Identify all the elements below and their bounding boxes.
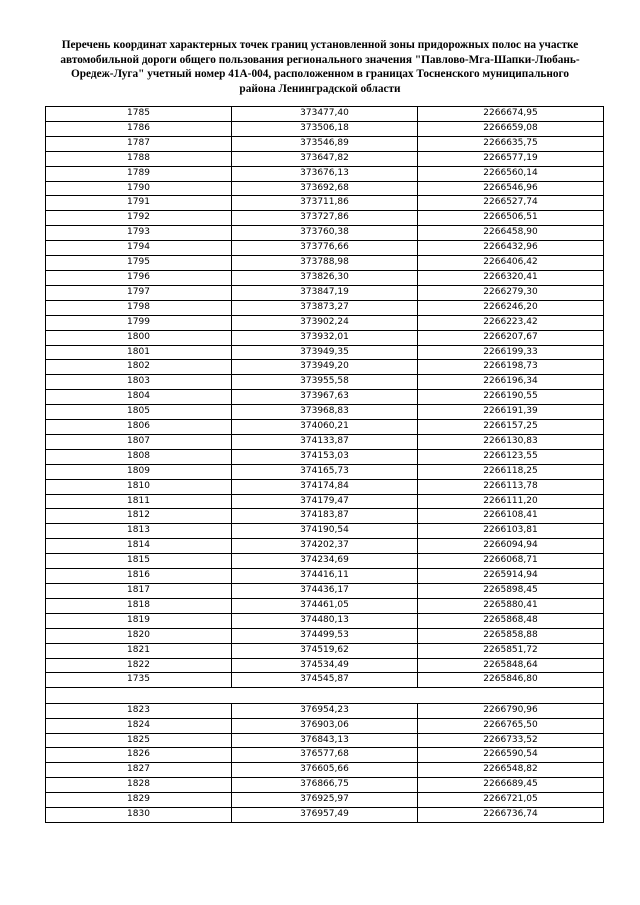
table-row: [46, 613, 604, 628]
x-coordinate-cell: 376903,06: [232, 718, 418, 733]
y-coordinate-cell: 2266320,41: [418, 270, 604, 285]
y-coordinate-cell: 2265880,41: [418, 598, 604, 613]
x-coordinate-cell: 373847,19: [232, 285, 418, 300]
y-coordinate-cell: 2265858,88: [418, 628, 604, 643]
table-row: [46, 420, 604, 435]
y-coordinate-cell: 2266130,83: [418, 434, 604, 449]
x-coordinate-cell: 376866,75: [232, 778, 418, 793]
x-coordinate-cell: 374202,37: [232, 539, 418, 554]
x-coordinate-cell: 373711,86: [232, 196, 418, 211]
x-coordinate-cell: 373776,66: [232, 241, 418, 256]
point-number-cell: 1812: [46, 509, 232, 524]
x-coordinate-cell: 374153,03: [232, 449, 418, 464]
point-number-cell: 1811: [46, 494, 232, 509]
point-number-cell: 1797: [46, 285, 232, 300]
y-coordinate-cell: 2266560,14: [418, 166, 604, 181]
y-coordinate-cell: 2266190,55: [418, 390, 604, 405]
coordinates-table: [45, 106, 604, 823]
table-row: [46, 136, 604, 151]
point-number-cell: 1816: [46, 569, 232, 584]
table-row: [46, 673, 604, 688]
table-row: [46, 584, 604, 599]
point-number-cell: 1793: [46, 226, 232, 241]
table-row: [46, 166, 604, 181]
y-coordinate-cell: 2266118,25: [418, 464, 604, 479]
table-row: [46, 241, 604, 256]
y-coordinate-cell: 2266721,05: [418, 793, 604, 808]
x-coordinate-cell: 374480,13: [232, 613, 418, 628]
x-coordinate-cell: 373788,98: [232, 256, 418, 271]
point-number-cell: 1825: [46, 733, 232, 748]
y-coordinate-cell: 2266733,52: [418, 733, 604, 748]
point-number-cell: 1795: [46, 256, 232, 271]
table-row: [46, 256, 604, 271]
x-coordinate-cell: 374174,84: [232, 479, 418, 494]
x-coordinate-cell: 373955,58: [232, 375, 418, 390]
table-row: [46, 494, 604, 509]
y-coordinate-cell: 2266546,96: [418, 181, 604, 196]
x-coordinate-cell: 374060,21: [232, 420, 418, 435]
point-number-cell: 1807: [46, 434, 232, 449]
y-coordinate-cell: 2266790,96: [418, 703, 604, 718]
y-coordinate-cell: 2266198,73: [418, 360, 604, 375]
y-coordinate-cell: 2265851,72: [418, 643, 604, 658]
point-number-cell: 1791: [46, 196, 232, 211]
y-coordinate-cell: 2266432,96: [418, 241, 604, 256]
point-number-cell: 1786: [46, 121, 232, 136]
point-number-cell: 1821: [46, 643, 232, 658]
table-row: [46, 270, 604, 285]
y-coordinate-cell: 2266590,54: [418, 748, 604, 763]
table-row: [46, 151, 604, 166]
x-coordinate-cell: 374534,49: [232, 658, 418, 673]
y-coordinate-cell: 2266068,71: [418, 554, 604, 569]
table-row: [46, 226, 604, 241]
table-row: [46, 658, 604, 673]
x-coordinate-cell: 373546,89: [232, 136, 418, 151]
y-coordinate-cell: 2266094,94: [418, 539, 604, 554]
point-number-cell: 1809: [46, 464, 232, 479]
point-number-cell: 1819: [46, 613, 232, 628]
table-row: [46, 598, 604, 613]
table-row: [46, 196, 604, 211]
y-coordinate-cell: 2266689,45: [418, 778, 604, 793]
table-row: [46, 643, 604, 658]
table-row: [46, 793, 604, 808]
point-number-cell: 1815: [46, 554, 232, 569]
point-number-cell: 1806: [46, 420, 232, 435]
x-coordinate-cell: 374436,17: [232, 584, 418, 599]
y-coordinate-cell: 2266635,75: [418, 136, 604, 151]
point-number-cell: 1814: [46, 539, 232, 554]
document-title: Перечень координат характерных точек границ установленной зоны придорожных полос на участке автомобильной дороги общего пользования регионального значения "Павлово-Мга-Шапки-Любань- Оредеж-Луга" учетный номер 41А-004, расположенном в границах Тосненского муниципального района Ленинградской области: [60, 39, 580, 95]
group-separator-row: [46, 688, 604, 703]
point-number-cell: 1829: [46, 793, 232, 808]
point-number-cell: 1805: [46, 405, 232, 420]
x-coordinate-cell: 373477,40: [232, 107, 418, 122]
x-coordinate-cell: 374190,54: [232, 524, 418, 539]
y-coordinate-cell: 2266199,33: [418, 345, 604, 360]
y-coordinate-cell: 2266223,42: [418, 315, 604, 330]
y-coordinate-cell: 2266246,20: [418, 300, 604, 315]
table-row: [46, 479, 604, 494]
y-coordinate-cell: 2266191,39: [418, 405, 604, 420]
x-coordinate-cell: 373826,30: [232, 270, 418, 285]
table-row: [46, 808, 604, 823]
table-row: [46, 315, 604, 330]
point-number-cell: 1796: [46, 270, 232, 285]
x-coordinate-cell: 374545,87: [232, 673, 418, 688]
y-coordinate-cell: 2265846,80: [418, 673, 604, 688]
point-number-cell: 1792: [46, 211, 232, 226]
x-coordinate-cell: 376954,23: [232, 703, 418, 718]
y-coordinate-cell: 2266548,82: [418, 763, 604, 778]
x-coordinate-cell: 373873,27: [232, 300, 418, 315]
x-coordinate-cell: 374183,87: [232, 509, 418, 524]
y-coordinate-cell: 2266577,19: [418, 151, 604, 166]
x-coordinate-cell: 374165,73: [232, 464, 418, 479]
point-number-cell: 1790: [46, 181, 232, 196]
x-coordinate-cell: 373727,86: [232, 211, 418, 226]
table-row: [46, 464, 604, 479]
y-coordinate-cell: 2266113,78: [418, 479, 604, 494]
table-row: [46, 569, 604, 584]
point-number-cell: 1800: [46, 330, 232, 345]
point-number-cell: 1810: [46, 479, 232, 494]
point-number-cell: 1798: [46, 300, 232, 315]
point-number-cell: 1788: [46, 151, 232, 166]
x-coordinate-cell: 374499,53: [232, 628, 418, 643]
point-number-cell: 1823: [46, 703, 232, 718]
table-row: [46, 748, 604, 763]
point-number-cell: 1813: [46, 524, 232, 539]
y-coordinate-cell: 2266123,55: [418, 449, 604, 464]
point-number-cell: 1820: [46, 628, 232, 643]
y-coordinate-cell: 2266279,30: [418, 285, 604, 300]
point-number-cell: 1828: [46, 778, 232, 793]
empty-cell: [418, 688, 604, 703]
point-number-cell: 1789: [46, 166, 232, 181]
table-row: [46, 449, 604, 464]
y-coordinate-cell: 2265898,45: [418, 584, 604, 599]
y-coordinate-cell: 2266196,34: [418, 375, 604, 390]
y-coordinate-cell: 2266736,74: [418, 808, 604, 823]
x-coordinate-cell: 373692,68: [232, 181, 418, 196]
y-coordinate-cell: 2266458,90: [418, 226, 604, 241]
table-row: [46, 375, 604, 390]
y-coordinate-cell: 2266765,50: [418, 718, 604, 733]
x-coordinate-cell: 376925,97: [232, 793, 418, 808]
table-row: [46, 628, 604, 643]
y-coordinate-cell: 2266207,67: [418, 330, 604, 345]
point-number-cell: 1808: [46, 449, 232, 464]
point-number-cell: 1818: [46, 598, 232, 613]
y-coordinate-cell: 2265914,94: [418, 569, 604, 584]
table-row: [46, 733, 604, 748]
point-number-cell: 1826: [46, 748, 232, 763]
x-coordinate-cell: 373506,18: [232, 121, 418, 136]
table-row: [46, 345, 604, 360]
table-row: [46, 524, 604, 539]
point-number-cell: 1801: [46, 345, 232, 360]
table-row: [46, 718, 604, 733]
y-coordinate-cell: 2266659,08: [418, 121, 604, 136]
x-coordinate-cell: 374133,87: [232, 434, 418, 449]
x-coordinate-cell: 374461,05: [232, 598, 418, 613]
x-coordinate-cell: 373760,38: [232, 226, 418, 241]
y-coordinate-cell: 2266674,95: [418, 107, 604, 122]
y-coordinate-cell: 2266157,25: [418, 420, 604, 435]
table-row: [46, 703, 604, 718]
x-coordinate-cell: 376605,66: [232, 763, 418, 778]
point-number-cell: 1802: [46, 360, 232, 375]
point-number-cell: 1785: [46, 107, 232, 122]
empty-cell: [46, 688, 232, 703]
point-number-cell: 1799: [46, 315, 232, 330]
point-number-cell: 1830: [46, 808, 232, 823]
point-number-cell: 1824: [46, 718, 232, 733]
coordinates-table-body: [46, 107, 604, 823]
point-number-cell: 1827: [46, 763, 232, 778]
table-row: [46, 434, 604, 449]
x-coordinate-cell: 373949,20: [232, 360, 418, 375]
table-row: [46, 300, 604, 315]
x-coordinate-cell: 373967,63: [232, 390, 418, 405]
x-coordinate-cell: 376957,49: [232, 808, 418, 823]
table-row: [46, 330, 604, 345]
y-coordinate-cell: 2266406,42: [418, 256, 604, 271]
point-number-cell: 1794: [46, 241, 232, 256]
empty-cell: [232, 688, 418, 703]
point-number-cell: 1803: [46, 375, 232, 390]
y-coordinate-cell: 2266108,41: [418, 509, 604, 524]
x-coordinate-cell: 374519,62: [232, 643, 418, 658]
table-row: [46, 360, 604, 375]
x-coordinate-cell: 373676,13: [232, 166, 418, 181]
x-coordinate-cell: 374234,69: [232, 554, 418, 569]
table-row: [46, 107, 604, 122]
y-coordinate-cell: 2266111,20: [418, 494, 604, 509]
point-number-cell: 1735: [46, 673, 232, 688]
table-row: [46, 285, 604, 300]
x-coordinate-cell: 373902,24: [232, 315, 418, 330]
point-number-cell: 1804: [46, 390, 232, 405]
point-number-cell: 1787: [46, 136, 232, 151]
x-coordinate-cell: 374179,47: [232, 494, 418, 509]
table-row: [46, 763, 604, 778]
table-row: [46, 405, 604, 420]
point-number-cell: 1817: [46, 584, 232, 599]
x-coordinate-cell: 373932,01: [232, 330, 418, 345]
x-coordinate-cell: 376577,68: [232, 748, 418, 763]
table-row: [46, 509, 604, 524]
y-coordinate-cell: 2266506,51: [418, 211, 604, 226]
x-coordinate-cell: 376843,13: [232, 733, 418, 748]
table-row: [46, 211, 604, 226]
table-row: [46, 390, 604, 405]
table-row: [46, 539, 604, 554]
point-number-cell: 1822: [46, 658, 232, 673]
y-coordinate-cell: 2266527,74: [418, 196, 604, 211]
table-row: [46, 778, 604, 793]
table-row: [46, 181, 604, 196]
x-coordinate-cell: 373968,83: [232, 405, 418, 420]
x-coordinate-cell: 373647,82: [232, 151, 418, 166]
x-coordinate-cell: 374416,11: [232, 569, 418, 584]
y-coordinate-cell: 2265868,48: [418, 613, 604, 628]
table-row: [46, 554, 604, 569]
table-row: [46, 121, 604, 136]
y-coordinate-cell: 2265848,64: [418, 658, 604, 673]
x-coordinate-cell: 373949,35: [232, 345, 418, 360]
y-coordinate-cell: 2266103,81: [418, 524, 604, 539]
